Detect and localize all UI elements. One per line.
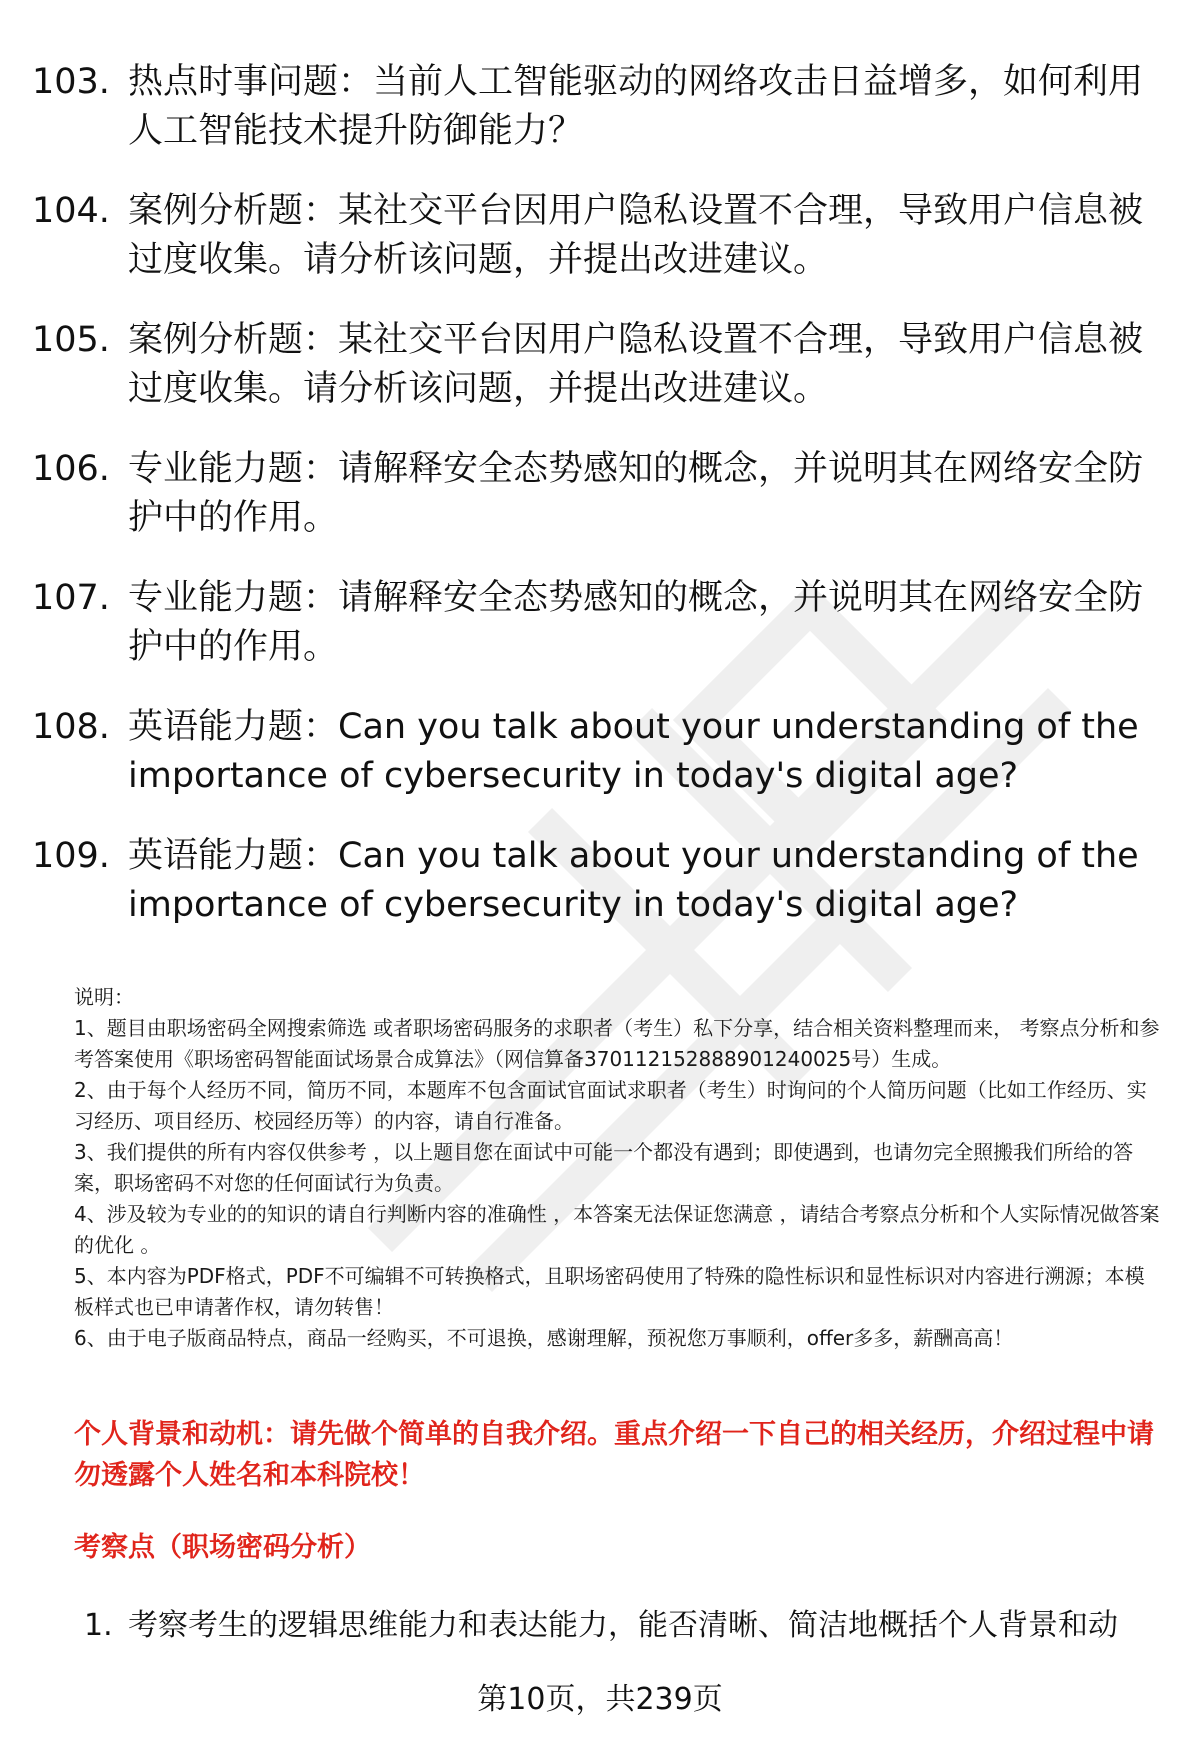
question-number: 105. [32, 320, 110, 360]
question-item [32, 58, 1172, 156]
question-item [32, 187, 1172, 285]
question-text: 英语能力题：Can you talk about your understanding of the importance of cybersecurity in today's digital age? [128, 836, 1139, 925]
notes-section [74, 982, 1160, 1354]
note-item: 6、由于电子版商品特点，商品一经购买，不可退换，感谢理解，预祝您万事顺利，offer多多，薪酬高高！ [74, 1326, 1014, 1350]
note-item: 2、由于每个人经历不同，简历不同，本题库不包含面试官面试求职者（考生）时询问的个人简历问题（比如工作经历、实习经历、项目经历、校园经历等）的内容，请自行准备。 [74, 1078, 1147, 1133]
question-list [32, 58, 1172, 961]
question-number: 108. [32, 707, 110, 747]
point-text: 考察考生的逻辑思维能力和表达能力，能否清晰、简洁地概括个人背景和动 [128, 1608, 1118, 1643]
note-item: 1、题目由职场密码全网搜索筛选 或者职场密码服务的求职者（考生）私下分享，结合相关资料整理而来， 考察点分析和参考答案使用《职场密码智能面试场景合成算法》（网信算备370112152888901240025号）生成。 [74, 1016, 1160, 1071]
question-text: 热点时事问题：当前人工智能驱动的网络攻击日益增多，如何利用人工智能技术提升防御能力？ [128, 62, 1144, 151]
point-number: 1. [84, 1608, 113, 1643]
question-text: 英语能力题：Can you talk about your understanding of the importance of cybersecurity in today's digital age? [128, 707, 1139, 796]
note-item: 5、本内容为PDF格式，PDF不可编辑不可转换格式，且职场密码使用了特殊的隐性标识和显性标识对内容进行溯源；本模板样式也已申请著作权，请勿转售！ [74, 1264, 1145, 1319]
question-text: 案例分析题：某社交平台因用户隐私设置不合理，导致用户信息被过度收集。请分析该问题，并提出改进建议。 [128, 320, 1144, 409]
question-number: 109. [32, 836, 110, 876]
question-number: 106. [32, 449, 110, 489]
notes-title: 说明： [74, 985, 134, 1009]
question-text: 专业能力题：请解释安全态势感知的概念，并说明其在网络安全防护中的作用。 [128, 449, 1144, 538]
note-item: 4、涉及较为专业的的知识的请自行判断内容的准确性 ，本答案无法保证您满意 ，请结合考察点分析和个人实际情况做答案的优化 。 [74, 1202, 1160, 1257]
question-number: 107. [32, 578, 110, 618]
analysis-section-title: 考察点（职场密码分析） [74, 1532, 371, 1563]
note-item: 3、我们提供的所有内容仅供参考 ，以上题目您在面试中可能一个都没有遇到；即使遇到，也请勿完全照搬我们所给的答案，职场密码不对您的任何面试行为负责。 [74, 1140, 1134, 1195]
question-item [32, 445, 1172, 543]
question-text: 专业能力题：请解释安全态势感知的概念，并说明其在网络安全防护中的作用。 [128, 578, 1144, 667]
question-number: 104. [32, 191, 110, 231]
background-question: 个人背景和动机：请先做个简单的自我介绍。重点介绍一下自己的相关经历，介绍过程中请勿透露个人姓名和本科院校！ [74, 1419, 1154, 1491]
analysis-point [84, 1604, 1164, 1648]
question-item [32, 316, 1172, 414]
question-item [32, 574, 1172, 672]
question-item [32, 832, 1172, 930]
question-number: 103. [32, 62, 110, 102]
question-item [32, 703, 1172, 801]
page-footer: 第10页，共239页 [477, 1682, 723, 1717]
question-text: 案例分析题：某社交平台因用户隐私设置不合理，导致用户信息被过度收集。请分析该问题，并提出改进建议。 [128, 191, 1144, 280]
